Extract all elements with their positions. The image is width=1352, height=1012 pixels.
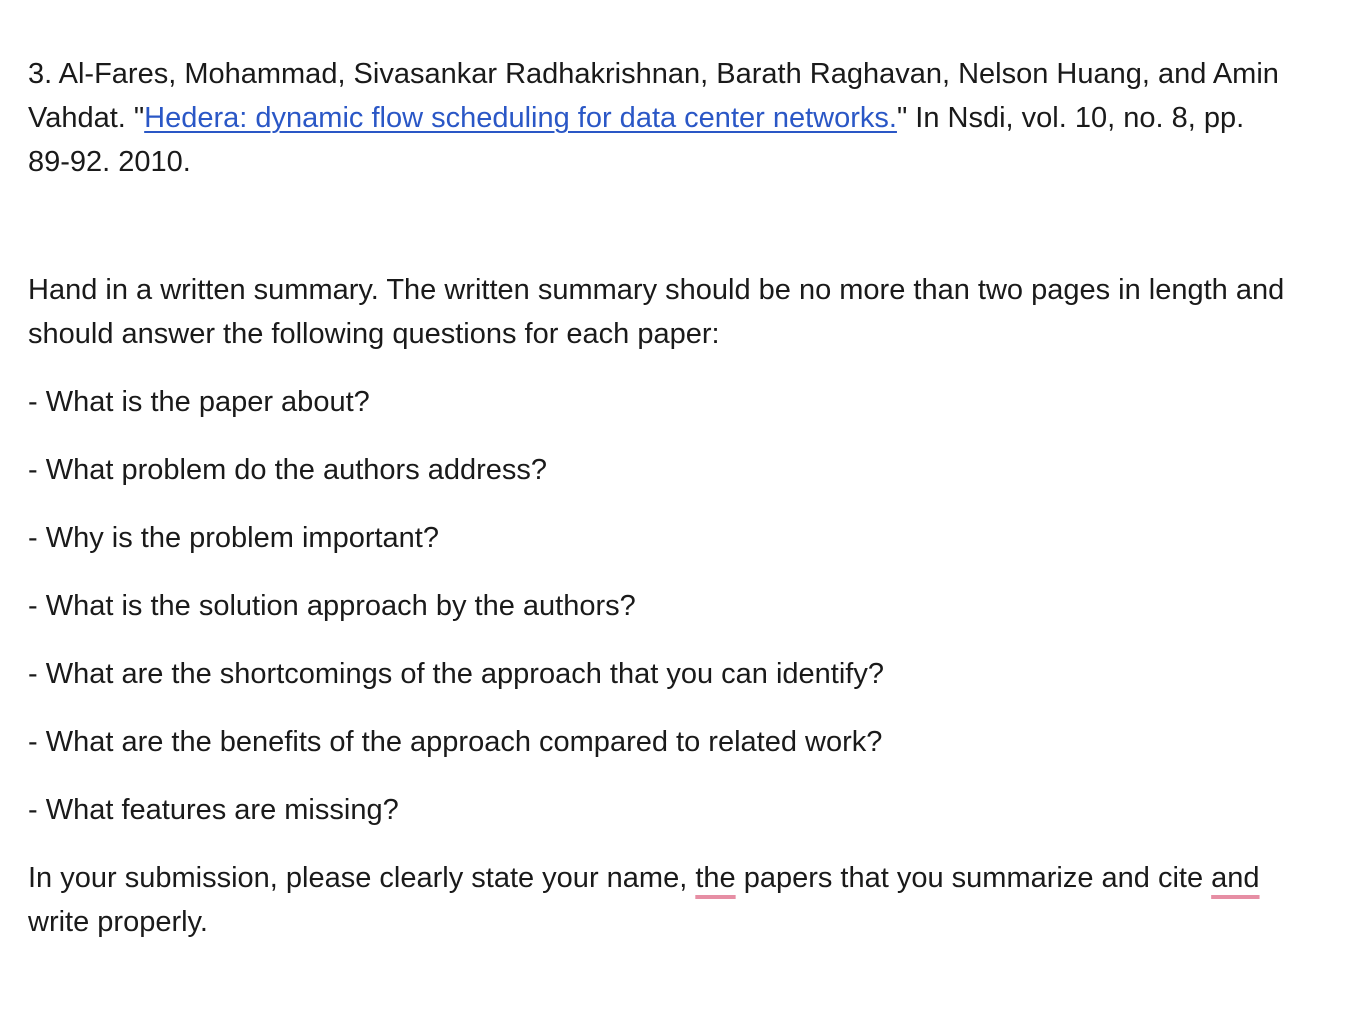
reference-prefix: 3. Al-Fares, Mohammad, Sivasankar Radhakrishnan, Barath Raghavan, Nelson Huang, and Amin Vahdat. " — [28, 58, 1279, 134]
question-item: - What problem do the authors address? — [28, 454, 548, 486]
closing-text-3: write properly. — [28, 906, 208, 938]
question-item: - What is the paper about? — [28, 386, 370, 418]
question-item: - What are the benefits of the approach compared to related work? — [28, 726, 883, 758]
document-body — [28, 52, 1288, 944]
paper-link[interactable]: Hedera: dynamic flow scheduling for data center networks. — [144, 102, 897, 134]
question-item: - Why is the problem important? — [28, 522, 439, 554]
question-item: - What are the shortcomings of the approach that you can identify? — [28, 658, 884, 690]
closing-text-1: In your submission, please clearly state your name, — [28, 862, 696, 894]
closing-text-2: papers that you summarize and cite — [735, 862, 1212, 894]
spellcheck-word[interactable]: and — [1211, 862, 1260, 894]
question-item: - What is the solution approach by the authors? — [28, 590, 636, 622]
instructions-paragraph: Hand in a written summary. The written summary should be no more than two pages in length and should answer the following questions for each paper: — [28, 274, 1285, 350]
closing-paragraph — [28, 856, 1288, 944]
spellcheck-word[interactable]: the — [695, 862, 736, 894]
reference-entry — [28, 52, 1288, 184]
reference-suffix: " In Nsdi, vol. 10, no. 8, pp. 89-92. 2010. — [28, 102, 1245, 178]
question-item: - What features are missing? — [28, 794, 399, 826]
